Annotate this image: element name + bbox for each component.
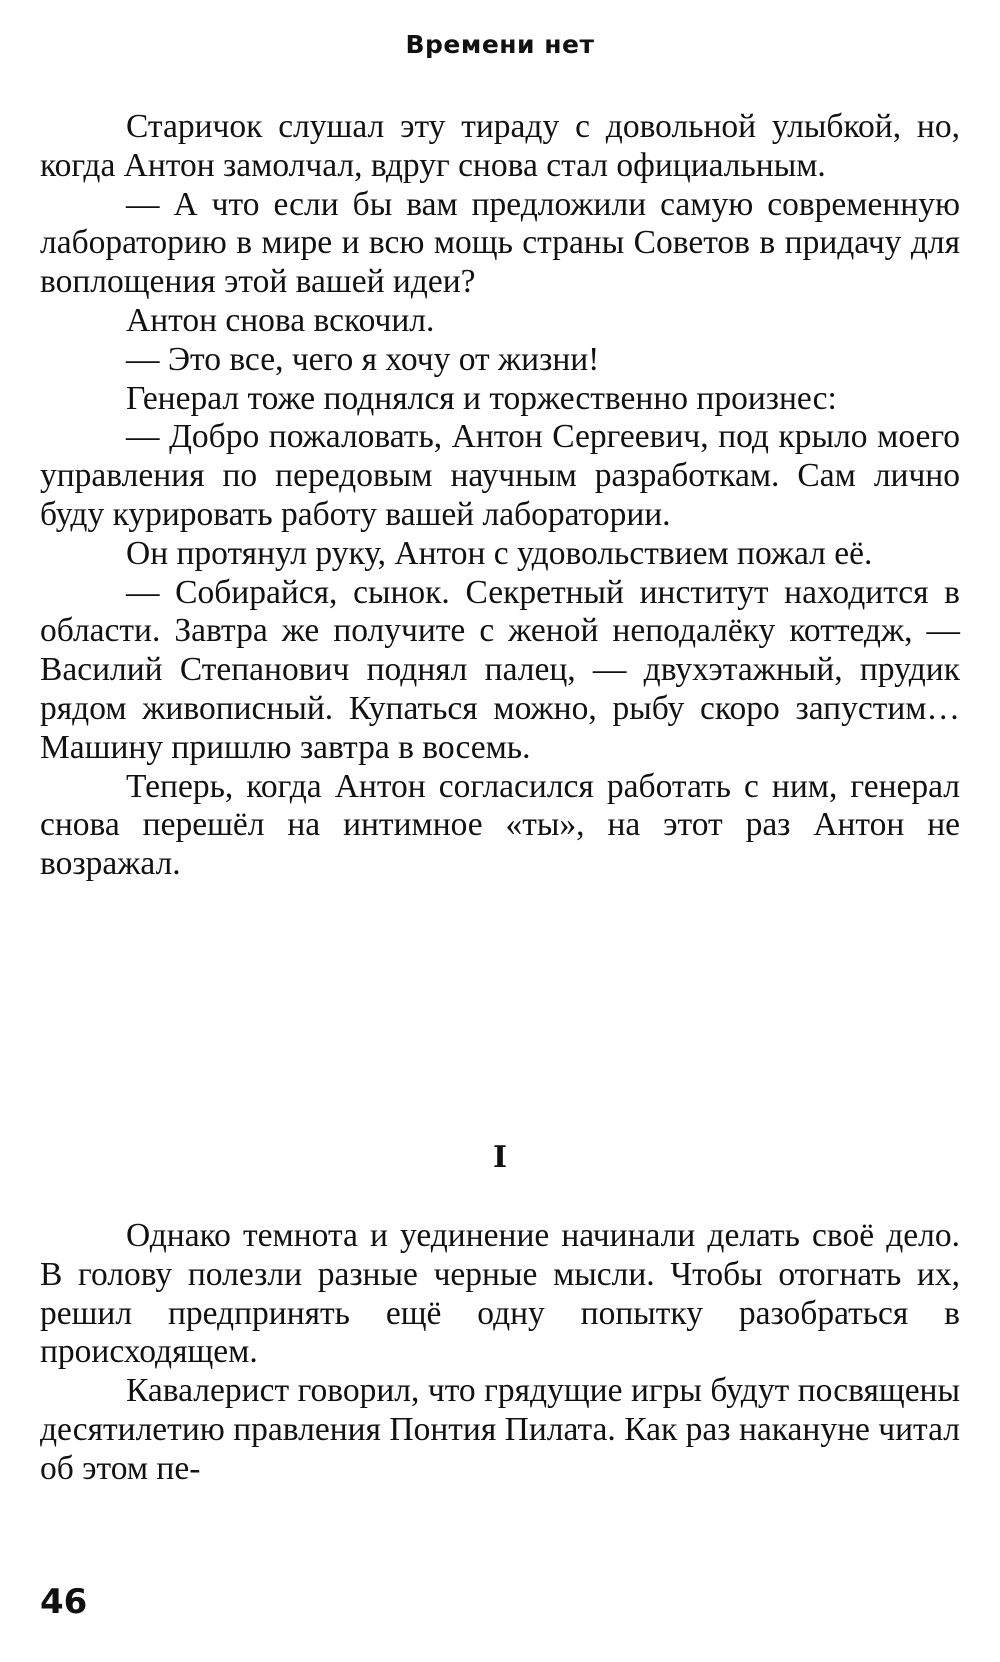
paragraph: — Это все, чего я хочу от жизни! (126, 340, 600, 378)
paragraph: — Собирайся, сынок. Секретный институт находится в области. Завтра же получите с женой неподалёку коттедж, — Василий Степанович поднял палец, — двухэтажный, прудик рядом живописный. Купаться можно, рыбу скоро запустим… Машину пришлю завтра в восемь. (40, 573, 960, 766)
running-head-title: Времени нет (405, 30, 595, 59)
paragraph: Кавалерист говорил, что грядущие игры будут посвящены десятилетию правления Понтия Пилата. Как раз накануне читал об этом пе- (40, 1372, 960, 1487)
paragraph: Он протянул руку, Антон с удовольствием пожал её. (126, 534, 873, 572)
page-number: 46 (40, 1582, 88, 1622)
paragraph: — Добро пожаловать, Антон Сергеевич, под крыло моего управления по передовым научным разработкам. Сам лично буду курировать работу вашей лаборатории. (40, 418, 960, 533)
paragraph: Однако темнота и уединение начинали делать своё дело. В голову полезли разные черные мысли. Чтобы отогнать их, решил предпринять ещё одну попытку разобраться в происходящем. (40, 1217, 960, 1371)
paragraph: Генерал тоже поднялся и торжественно произнес: (126, 379, 837, 417)
paragraph: Старичок слушал эту тираду с довольной улыбкой, но, когда Антон замолчал, вдруг снова стал официальным. (40, 108, 960, 184)
paragraph: Теперь, когда Антон согласился работать с ним, генерал снова перешёл на интимное «ты», на этот раз Антон не возражал. (40, 767, 960, 883)
section-two-text (40, 1217, 960, 1489)
paragraph: Антон снова вскочил. (126, 301, 435, 339)
section-one-text (40, 108, 960, 884)
paragraph: — А что если бы вам предложили самую современную лабораторию в мире и всю мощь страны Советов в придачу для воплощения этой вашей идеи? (40, 185, 960, 301)
chapter-number: I (492, 1140, 508, 1175)
